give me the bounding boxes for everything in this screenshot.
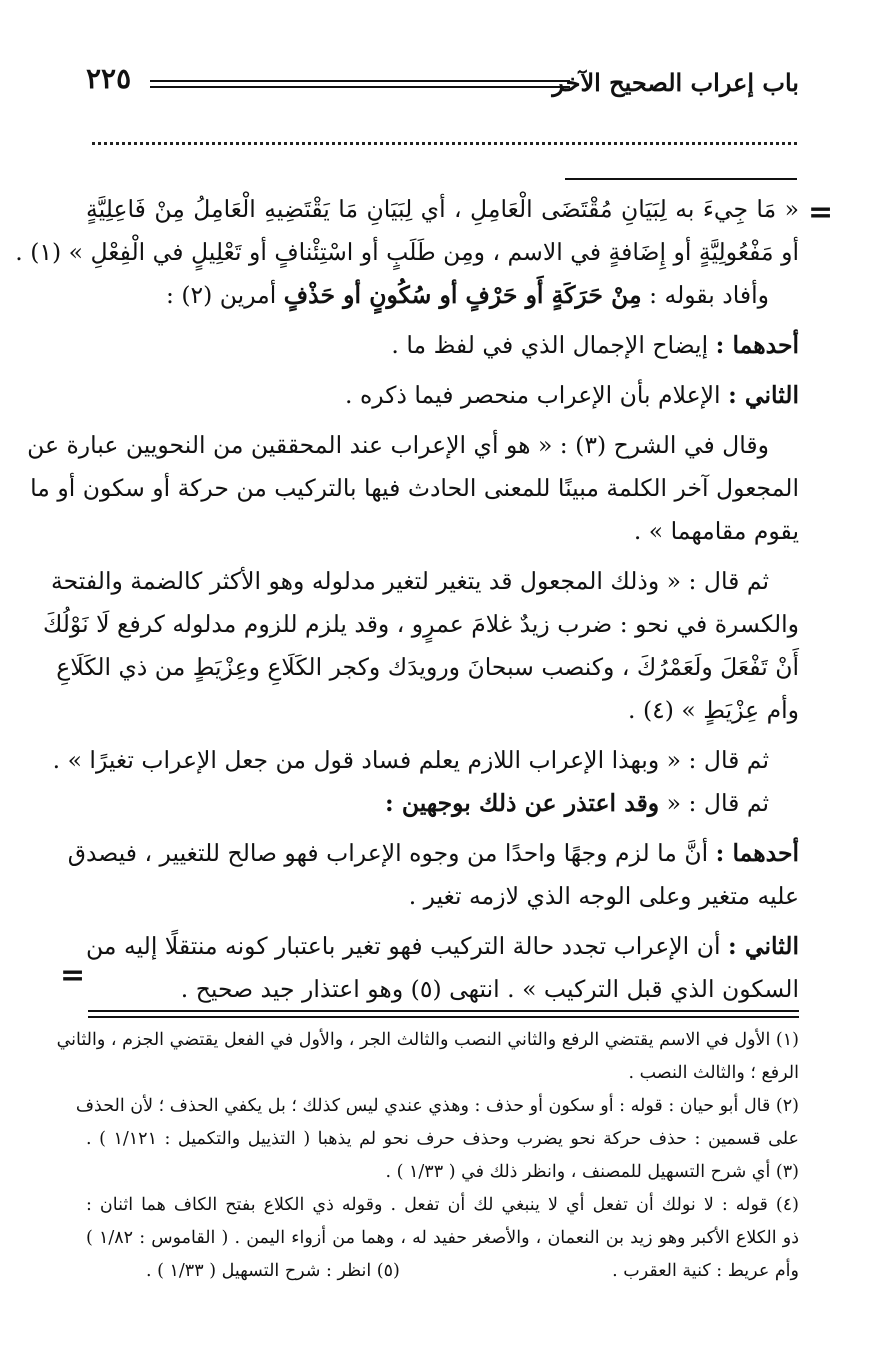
dotted-separator xyxy=(92,142,797,145)
paragraph-line: وقال في الشرح (٣) : « هو أي الإعراب عند المحققين من النحويين عبارة عن xyxy=(27,431,769,459)
paragraph-line: يقوم مقامهما » . xyxy=(633,517,799,545)
footnote-line: ذو الكلاع الأكبر وهو زيد بن النعمان ، والأصغر حفيد له ، وهما من أزواء اليمن . ( القاموس : ١/٨٢ ) xyxy=(86,1228,800,1248)
text-run: الإعلام بأن الإعراب منحصر فيما ذكره . xyxy=(345,381,721,409)
paragraph-line: عليه متغير وعلى الوجه الذي لازمه تغير . xyxy=(408,882,799,910)
page-number: ٢٢٥ xyxy=(86,62,132,95)
footnote-line xyxy=(86,1255,799,1288)
footnote-line: على قسمين : حذف حركة نحو يضرب وحذف حرف نحو لم يذهبا ( التذييل والتكميل : ١/١٢١ ) . xyxy=(86,1129,799,1149)
text-run: إيضاح الإجمال الذي في لفظ ما . xyxy=(391,331,709,359)
text-run: أمرين (٢) : xyxy=(165,281,277,309)
section-label: أحدهما : xyxy=(715,839,799,867)
section-label: أحدهما : xyxy=(715,331,799,359)
bold-phrase: مِنْ حَرَكَةٍ أَو حَرْفٍ أو سُكُونٍ أو حَذْفٍ xyxy=(283,281,642,309)
paragraph-line: ثم قال : « وذلك المجعول قد يتغير لتغير مدلوله وهو الأكثر كالضمة والفتحة xyxy=(51,567,769,595)
text-run: أنَّ ما لزم وجهًا واحدًا من وجوه الإعراب فهو صالح للتغيير ، فيصدق xyxy=(67,839,709,867)
section-label: الثاني : xyxy=(728,381,799,409)
continuation-rule xyxy=(565,178,797,180)
text-run: وأفاد بقوله : xyxy=(649,281,769,309)
paragraph-line: المجعول آخر الكلمة مبينًا للمعنى الحادث فيها بالتركيب من حركة أو سكون أو ما xyxy=(30,474,799,502)
section-label: الثاني : xyxy=(728,932,799,960)
paragraph-line xyxy=(86,925,799,968)
paragraph-line xyxy=(86,374,799,417)
text-run: أن الإعراب تجدد حالة التركيب فهو تغير باعتبار كونه منتقلًا إليه من xyxy=(86,932,721,960)
footnote-rule xyxy=(88,1010,799,1012)
footnote-line: (٣) أي شرح التسهيل للمصنف ، وانظر ذلك في ( ١/٣٣ ) . xyxy=(385,1162,799,1182)
paragraph-line xyxy=(67,832,799,875)
paragraph-line xyxy=(86,324,799,367)
text-run: ثم قال : « xyxy=(666,789,769,817)
footnote-line: (٤) قوله : لا نولك أن تفعل أي لا ينبغي لك أن تفعل . وقوله ذي الكلاع بفتح الكاف هما اثنان : xyxy=(86,1195,799,1215)
paragraph-line: السكون الذي قبل التركيب » . انتهى (٥) وهو اعتذار جيد صحيح . xyxy=(180,975,799,1003)
paragraph-line: وأم عِزْيَطٍ » (٤) . xyxy=(628,696,799,724)
chapter-title: باب إعراب الصحيح الآخر xyxy=(552,68,799,97)
continuation-mark-top: = xyxy=(808,195,834,230)
paragraph-line xyxy=(86,274,799,317)
header-rule xyxy=(150,86,570,88)
main-text xyxy=(15,188,799,1011)
footnote-line: (١) الأول في الاسم يقتضي الرفع والثاني النصب والثالث الجر ، والأول في الفعل يقتضي الجزم ، والثاني xyxy=(56,1030,799,1050)
header-rule xyxy=(150,80,570,82)
paragraph-line: أَنْ تَفْعَلَ ولَعَمْرُكَ ، وكنصب سبحانَ ورويدَك وكجر الكَلَاعِ وعِزْيَطٍ من ذي الكَلَاعِ xyxy=(56,653,799,681)
footnote-rule xyxy=(88,1016,799,1018)
footnote-text: وأم عريط : كنية العقرب . xyxy=(612,1261,799,1281)
footnote-line: (٢) قال أبو حيان : قوله : أو سكون أو حذف : وهذي عندي ليس كذلك ؛ بل يكفي الحذف ؛ لأن الحذف xyxy=(75,1096,799,1116)
footnote-line: الرفع ؛ والثالث النصب . xyxy=(628,1063,799,1083)
paragraph-line xyxy=(86,782,799,825)
paragraph-line: ثم قال : « وبهذا الإعراب اللازم يعلم فساد قول من جعل الإعراب تغيرًا » . xyxy=(52,746,769,774)
continuation-mark-bottom: = xyxy=(60,958,86,993)
bold-phrase: وقد اعتذر عن ذلك بوجهين : xyxy=(384,789,660,817)
footnote-text: (٥) انظر : شرح التسهيل ( ١/٣٣ ) . xyxy=(146,1261,400,1281)
footnotes xyxy=(56,1024,800,1288)
paragraph-line: « مَا جِيءَ به لِبَيَانِ مُقْتَضَى الْعَامِلِ ، أي لِبَيَانِ مَا يَقْتَضِيهِ الْعَامِلُ مِنْ فَاعِلِيَّةٍ xyxy=(86,195,799,223)
paragraph-line: والكسرة في نحو : ضرب زيدٌ غلامَ عمرٍو ، وقد يلزم للزوم مدلوله كرفع لَا نَوْلُكَ xyxy=(42,610,799,638)
paragraph-line: أو مَفْعُولِيَّةٍ أو إِضَافةٍ في الاسم ، ومِن طَلَبٍ أو اسْتِئْنافٍ أو تَعْلِيلٍ في الْفِعْلِ » (١) . xyxy=(15,238,799,266)
